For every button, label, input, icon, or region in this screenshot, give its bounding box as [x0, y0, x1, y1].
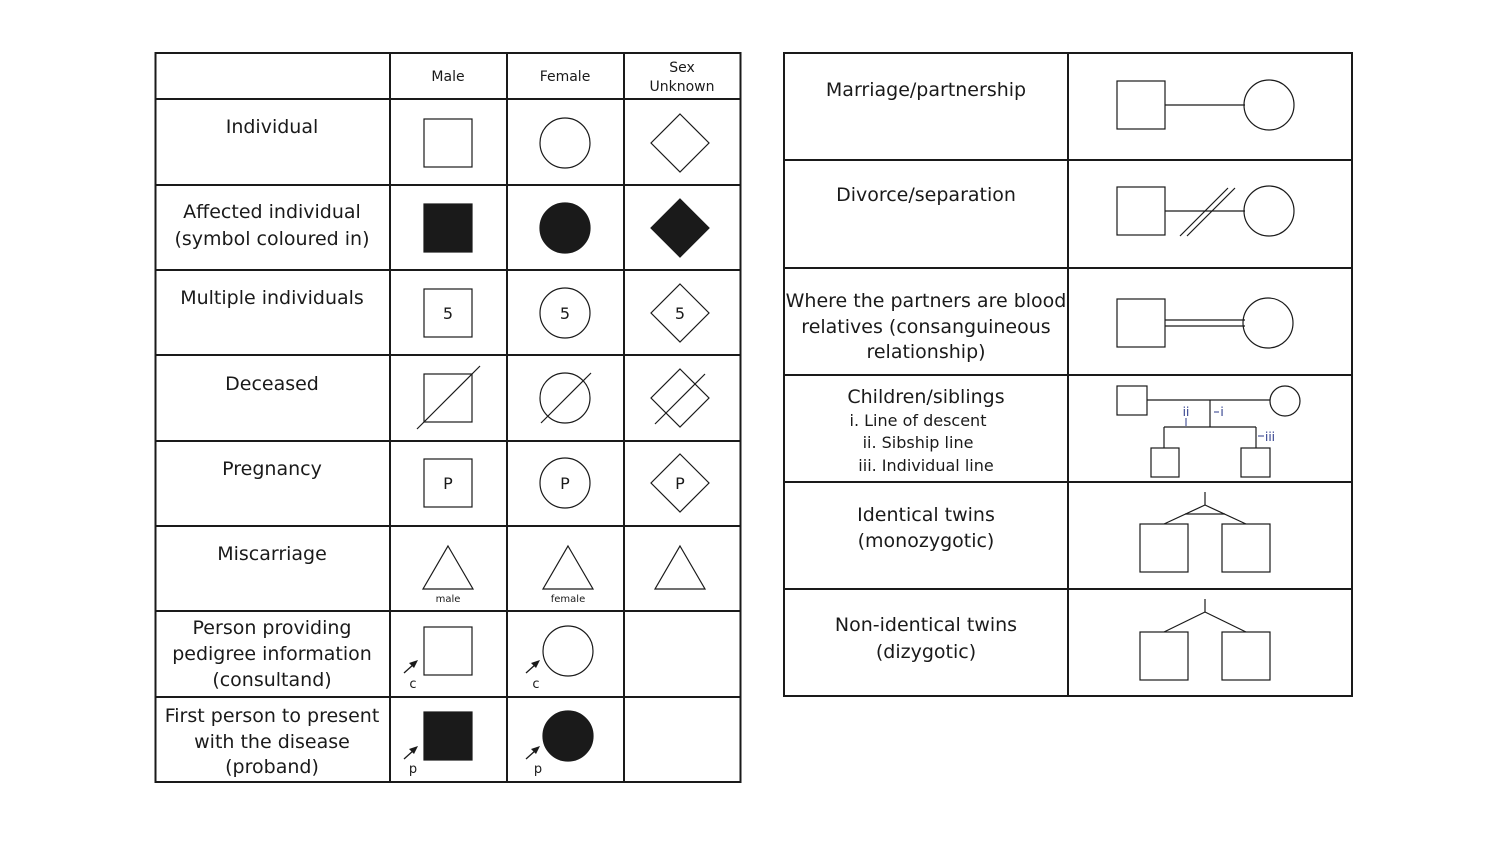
- label-divorce: Divorce/separation: [836, 184, 1016, 206]
- deceased-female-circle-icon: [540, 373, 590, 423]
- children-father-square-icon: [1117, 386, 1147, 415]
- label-nonidentical-line1: Non-identical twins: [834, 614, 1018, 636]
- deceased-male-slash-icon: [417, 366, 480, 429]
- proband-female-mark: p: [533, 762, 543, 777]
- children-annotation-ticks: [1186, 412, 1264, 436]
- right-table-grid: [784, 53, 1352, 696]
- pregnancy-male-mark: P: [443, 474, 453, 493]
- proband-male-mark: p: [408, 762, 418, 777]
- proband-female-arrow-icon: [526, 746, 540, 759]
- consultand-female-circle-icon: [543, 626, 593, 676]
- label-multiple: Multiple individuals: [180, 287, 364, 309]
- label-identical-line1: Identical twins: [857, 504, 995, 526]
- header-sex-unknown-line2: Unknown: [649, 79, 715, 95]
- identical-twin-right-square-icon: [1222, 524, 1270, 572]
- label-deceased: Deceased: [225, 373, 319, 395]
- deceased-unknown-slash-icon: [655, 374, 705, 424]
- consultand-male-square-icon: [424, 627, 472, 675]
- consultand-female-arrow-icon: [526, 660, 540, 673]
- affected-male-square-icon: [424, 204, 472, 252]
- label-nonidentical-line2: (dizygotic): [875, 641, 977, 663]
- pregnancy-female-mark: P: [560, 474, 570, 493]
- label-children-line4: iii. Individual line: [858, 456, 994, 475]
- label-marriage: Marriage/partnership: [825, 79, 1027, 101]
- miscarriage-male-triangle-icon: [423, 546, 473, 589]
- label-affected-line2: (symbol coloured in): [174, 228, 370, 250]
- label-consanguineous-line2: relatives (consanguineous: [801, 316, 1051, 338]
- label-identical-line2: (monozygotic): [857, 530, 995, 552]
- left-table-header: [431, 60, 714, 95]
- header-sex-unknown-line1: Sex: [669, 60, 695, 76]
- label-consultand-line2: pedigree information: [172, 643, 372, 665]
- header-female: Female: [539, 69, 591, 85]
- affected-female-circle-icon: [540, 203, 590, 253]
- multiple-male-count: 5: [442, 304, 454, 323]
- proband-female-circle-icon: [543, 711, 593, 761]
- label-consanguineous-line1: Where the partners are blood: [785, 290, 1067, 312]
- consanguineous-female-circle-icon: [1243, 298, 1293, 348]
- nonidentical-twin-left-square-icon: [1140, 632, 1188, 680]
- miscarriage-female-note: female: [550, 594, 586, 605]
- right-row-labels: [786, 79, 1067, 663]
- children-mark-ii: ii: [1182, 405, 1190, 419]
- nonidentical-twin-right-square-icon: [1222, 632, 1270, 680]
- unknown-diamond-icon: [651, 114, 709, 172]
- children-mark-iii: iii: [1264, 430, 1276, 444]
- proband-male-arrow-icon: [404, 746, 418, 759]
- proband-male-square-icon: [424, 712, 472, 760]
- divorce-slash-1-icon: [1180, 188, 1228, 236]
- male-square-icon: [424, 119, 472, 167]
- divorce-slash-2-icon: [1187, 188, 1235, 236]
- miscarriage-unknown-triangle-icon: [655, 546, 705, 589]
- label-individual: Individual: [225, 116, 319, 138]
- consultand-female-mark: c: [532, 677, 540, 692]
- label-pregnancy: Pregnancy: [222, 458, 322, 480]
- label-miscarriage: Miscarriage: [217, 543, 327, 565]
- label-consultand-line3: (consultand): [212, 669, 332, 691]
- label-children-line2: i. Line of descent: [849, 411, 987, 430]
- consultand-male-mark: c: [409, 677, 417, 692]
- nonidentical-branch-left: [1164, 612, 1205, 632]
- left-row-labels: [165, 116, 380, 778]
- divorce-male-square-icon: [1117, 187, 1165, 235]
- label-proband-line2: with the disease: [194, 731, 350, 753]
- children-child-right-square-icon: [1241, 448, 1270, 477]
- divorce-female-circle-icon: [1244, 186, 1294, 236]
- miscarriage-male-note: male: [435, 594, 461, 605]
- label-consanguineous-line3: relationship): [866, 341, 986, 363]
- children-mother-circle-icon: [1270, 386, 1300, 416]
- children-child-left-square-icon: [1151, 448, 1179, 477]
- nonidentical-branch-right: [1205, 612, 1246, 632]
- multiple-female-count: 5: [559, 304, 571, 323]
- identical-twin-left-square-icon: [1140, 524, 1188, 572]
- label-children-line1: Children/siblings: [847, 386, 1005, 408]
- miscarriage-female-triangle-icon: [543, 546, 593, 589]
- marriage-female-circle-icon: [1244, 80, 1294, 130]
- label-consultand-line1: Person providing: [192, 617, 352, 639]
- consanguineous-male-square-icon: [1117, 299, 1165, 347]
- header-male: Male: [431, 69, 465, 85]
- label-children-line3: ii. Sibship line: [862, 433, 974, 452]
- marriage-male-square-icon: [1117, 81, 1165, 129]
- multiple-unknown-count: 5: [674, 304, 686, 323]
- deceased-unknown-diamond-icon: [651, 369, 709, 427]
- female-circle-icon: [540, 118, 590, 168]
- consultand-male-arrow-icon: [404, 660, 418, 673]
- pregnancy-unknown-mark: P: [675, 474, 685, 493]
- label-proband-line1: First person to present: [164, 705, 380, 727]
- label-proband-line3: (proband): [225, 756, 319, 778]
- label-affected-line1: Affected individual: [183, 201, 361, 223]
- children-mark-i: i: [1220, 405, 1224, 419]
- affected-unknown-diamond-icon: [651, 199, 709, 257]
